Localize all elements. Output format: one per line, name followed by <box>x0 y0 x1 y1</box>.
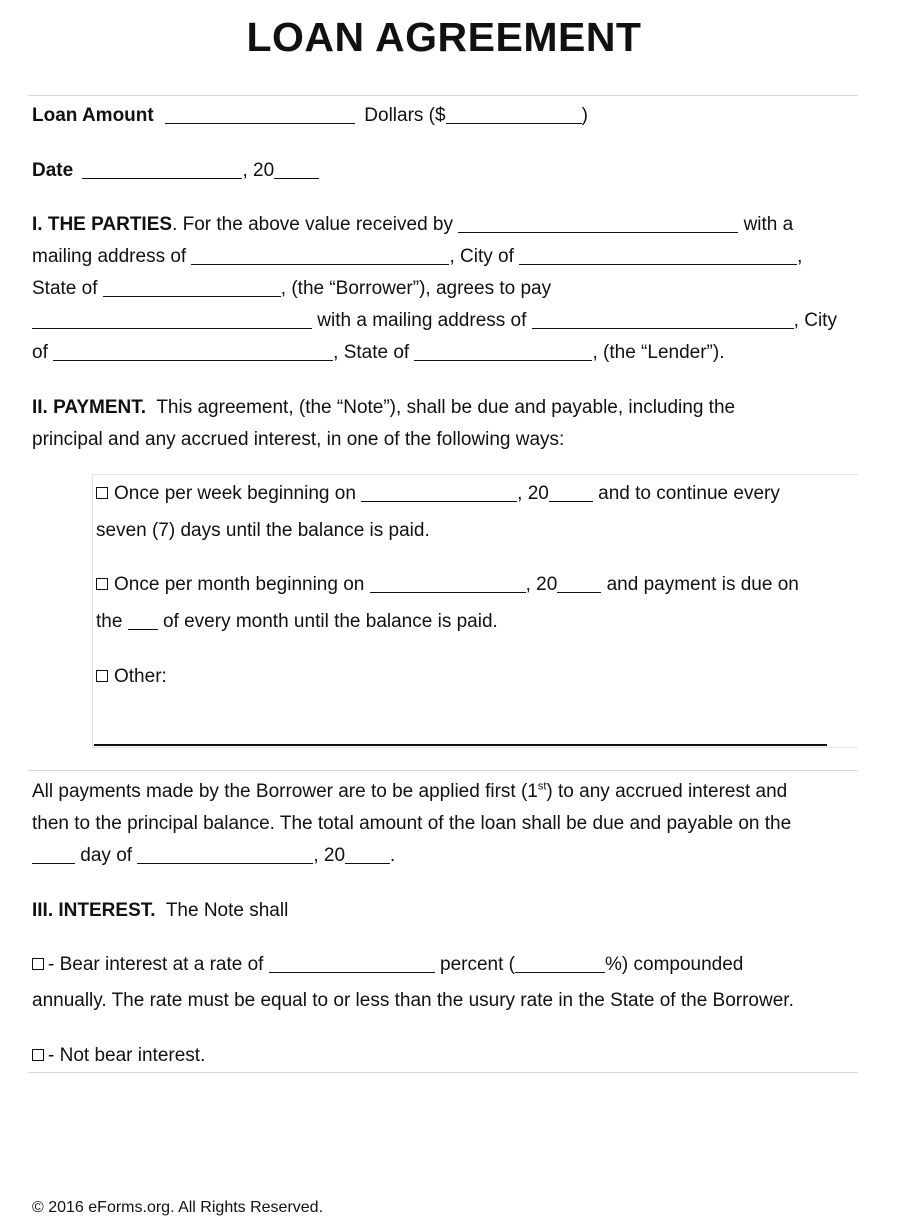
due-year-field[interactable] <box>345 846 390 864</box>
applied-text-1: All payments made by the Borrower are to be applied first (1 <box>32 781 538 802</box>
of-label: of <box>32 342 48 363</box>
period: . <box>390 845 396 866</box>
parties-with-a: with a <box>743 214 794 235</box>
weekly-year-prefix: , 20 <box>517 483 549 504</box>
dollars-close: ) <box>581 105 588 126</box>
borrower-address-field[interactable] <box>191 247 449 265</box>
bear-interest-checkbox[interactable] <box>32 958 44 970</box>
borrower-state-field[interactable] <box>103 279 281 297</box>
parties-text: . For the above value received by <box>172 214 453 235</box>
compounded-label: %) compounded <box>605 954 744 975</box>
comma: , <box>797 246 803 267</box>
other-option <box>96 667 167 686</box>
payment-heading: II. PAYMENT. <box>32 397 147 418</box>
interest-rate-words-field[interactable] <box>269 955 435 973</box>
monthly-option <box>96 575 799 594</box>
monthly-the-label: the <box>96 611 123 632</box>
no-interest-checkbox[interactable] <box>32 1049 44 1061</box>
weekly-option <box>96 484 780 503</box>
lender-address-field[interactable] <box>532 311 794 329</box>
date-label: Date <box>32 160 74 181</box>
monthly-option-line-2 <box>96 612 498 631</box>
payment-text-1: This agreement, (the “Note”), shall be due and payable, including the <box>156 397 736 418</box>
due-month-field[interactable] <box>137 846 313 864</box>
payment-text-2: principal and any accrued interest, in one of the following ways: <box>32 429 565 450</box>
applied-text-2: then to the principal balance. The total amount of the loan shall be due and payable on the <box>32 813 792 834</box>
weekly-checkbox[interactable] <box>96 487 108 499</box>
no-interest-option <box>32 1046 205 1065</box>
bear-interest-option <box>32 955 743 974</box>
weekly-option-line-2 <box>96 521 430 540</box>
lender-end-text: , (the “Lender”). <box>592 342 725 363</box>
date-year-field[interactable] <box>274 161 319 179</box>
weekly-end-text: and to continue every <box>598 483 780 504</box>
interest-rate-number-field[interactable] <box>515 955 605 973</box>
parties-line-4 <box>32 311 837 330</box>
applied-line-2 <box>32 814 791 833</box>
monthly-year-field[interactable] <box>557 575 601 593</box>
other-terms-field[interactable] <box>94 744 827 746</box>
city-of-label: , City of <box>449 246 514 267</box>
percent-label: percent ( <box>440 954 515 975</box>
bear-interest-line-2 <box>32 991 794 1010</box>
loan-amount-words-field[interactable] <box>165 106 355 124</box>
lender-state-label: , State of <box>333 342 410 363</box>
copyright-footer: © 2016 eForms.org. All Rights Reserved. <box>32 1199 324 1216</box>
lender-city-label: , City <box>793 310 837 331</box>
date-field[interactable] <box>82 161 242 179</box>
weekly-start-date-field[interactable] <box>361 484 517 502</box>
monthly-end-text: and payment is due on <box>606 574 799 595</box>
borrower-name-field[interactable] <box>458 215 738 233</box>
day-of-label: day of <box>80 845 133 866</box>
monthly-checkbox[interactable] <box>96 578 108 590</box>
other-checkbox[interactable] <box>96 670 108 682</box>
divider <box>28 95 858 96</box>
borrower-agrees-text: , (the “Borrower”), agrees to pay <box>280 278 552 299</box>
monthly-line-2-text: of every month until the balance is paid. <box>162 611 498 632</box>
parties-line-3 <box>32 279 551 298</box>
due-year-prefix: , 20 <box>313 845 346 866</box>
monthly-label: Once per month beginning on <box>114 574 365 595</box>
state-of-label: State of <box>32 278 98 299</box>
document-title: LOAN AGREEMENT <box>246 14 642 60</box>
applied-line-3 <box>32 846 395 865</box>
bear-interest-label: - Bear interest at a rate of <box>48 954 264 975</box>
due-day-field[interactable] <box>32 846 75 864</box>
lender-state-field[interactable] <box>414 343 592 361</box>
applied-superscript: st <box>537 780 547 793</box>
payment-line-1 <box>32 398 735 417</box>
loan-amount-number-field[interactable] <box>446 106 582 124</box>
weekly-year-field[interactable] <box>549 484 593 502</box>
parties-line-1 <box>32 215 793 234</box>
other-label: Other: <box>114 666 167 687</box>
monthly-start-date-field[interactable] <box>370 575 526 593</box>
no-interest-label: - Not bear interest. <box>48 1045 206 1066</box>
lender-city-field[interactable] <box>53 343 333 361</box>
loan-amount-row <box>32 106 588 125</box>
date-row <box>32 161 319 180</box>
parties-heading: I. THE PARTIES <box>32 214 173 235</box>
lender-name-field[interactable] <box>32 311 312 329</box>
interest-heading-line <box>32 901 288 920</box>
monthly-year-prefix: , 20 <box>525 574 558 595</box>
parties-line-5 <box>32 343 724 362</box>
weekly-label: Once per week beginning on <box>114 483 356 504</box>
divider <box>28 1072 858 1073</box>
monthly-day-field[interactable] <box>128 612 158 630</box>
interest-heading: III. INTEREST. <box>32 900 156 921</box>
applied-text-1-end: ) to any accrued interest and <box>546 781 788 802</box>
loan-amount-label: Loan Amount <box>32 105 154 126</box>
lender-mailing-label: with a mailing address of <box>317 310 527 331</box>
applied-line-1 <box>32 782 787 801</box>
borrower-city-field[interactable] <box>519 247 797 265</box>
divider <box>28 770 858 771</box>
interest-heading-text: The Note shall <box>165 900 289 921</box>
payment-line-2 <box>32 430 564 449</box>
parties-line-2 <box>32 247 802 266</box>
usury-text: annually. The rate must be equal to or less than the usury rate in the State of the Borrower. <box>32 990 794 1011</box>
date-year-prefix: , 20 <box>242 160 275 181</box>
dollars-label: Dollars ($ <box>364 105 446 126</box>
mailing-address-label: mailing address of <box>32 246 187 267</box>
weekly-line-2-text: seven (7) days until the balance is paid. <box>96 520 430 541</box>
